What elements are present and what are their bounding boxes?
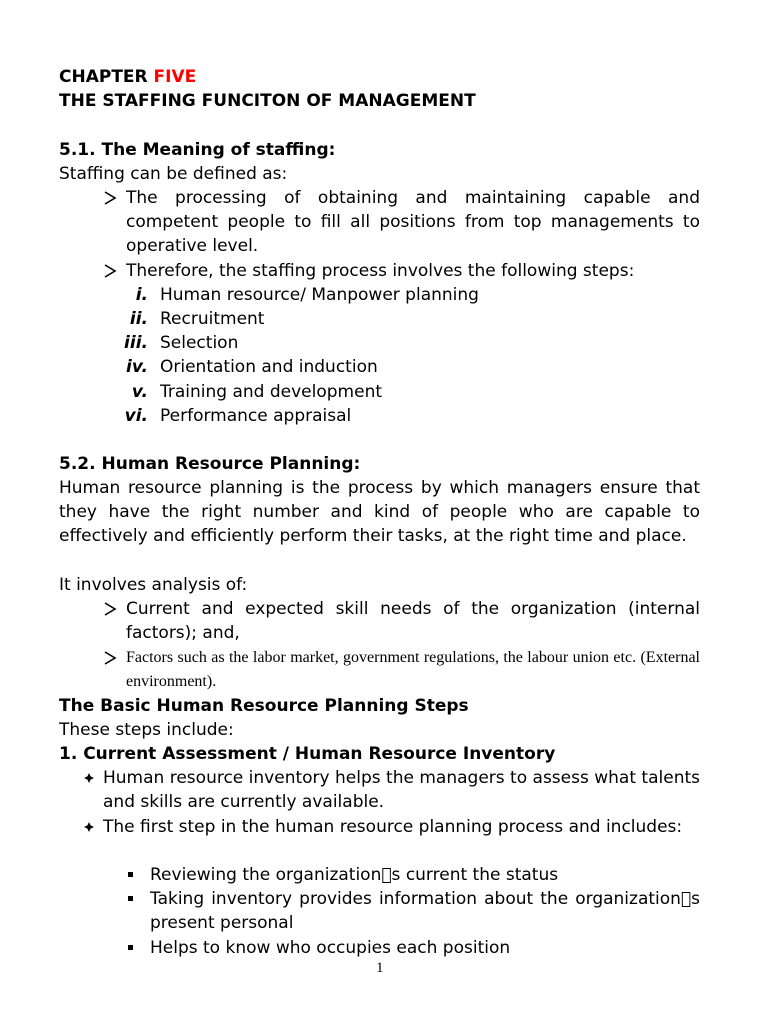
arrow-bullet-icon xyxy=(103,597,117,628)
step-text: Recruitment xyxy=(160,309,265,329)
staffing-steps-intro: Therefore, the staffing process involves the following steps: xyxy=(126,261,635,281)
step-text: Training and development xyxy=(160,382,383,402)
step-number: iv. xyxy=(126,357,148,377)
chapter-heading xyxy=(59,65,196,89)
square-bullet-icon xyxy=(128,896,133,901)
hrp-definition: Human resource planning is the process by which managers ensure that they have the right number and kind of people who are capable to effectively and efficiently perform their tasks, at the right time and place. xyxy=(59,478,700,546)
step-text: Selection xyxy=(160,333,239,353)
step-number: ii. xyxy=(129,309,148,329)
page-number: 1 xyxy=(376,960,384,976)
chapter-number: FIVE xyxy=(153,67,197,87)
internal-factors: Current and expected skill needs of the organization (internal factors); and, xyxy=(126,599,700,643)
section-5-1-heading: 5.1. The Meaning of staffing: xyxy=(59,140,336,160)
diamond-bullet-icon xyxy=(82,766,96,797)
arrow-bullet-icon xyxy=(103,646,117,677)
sub-bullet-text: Helps to know who occupies each position xyxy=(150,938,511,958)
section-5-2-heading: 5.2. Human Resource Planning: xyxy=(59,454,361,474)
step-number: iii. xyxy=(124,333,148,353)
square-bullet-icon xyxy=(128,872,133,877)
chapter-label: CHAPTER xyxy=(59,67,148,87)
inventory-purpose: Human resource inventory helps the managers to assess what talents and skills are currently available. xyxy=(103,768,700,812)
square-bullet-icon xyxy=(128,945,133,950)
external-factors: Factors such as the labor market, government regulations, the labour union etc. (External environment). xyxy=(126,649,700,690)
arrow-bullet-icon xyxy=(103,186,117,217)
chapter-title: THE STAFFING FUNCITON OF MANAGEMENT xyxy=(59,91,476,111)
sub-bullet-text: Reviewing the organization s current the status xyxy=(150,865,559,885)
step-number: i. xyxy=(135,285,148,305)
step-1-heading: 1. Current Assessment / Human Resource Inventory xyxy=(59,744,556,764)
diamond-bullet-icon xyxy=(82,815,96,846)
step-text: Performance appraisal xyxy=(160,406,352,426)
sub-bullet-text: Taking inventory provides information about the organization s present personal xyxy=(150,889,700,933)
step-number: v. xyxy=(131,382,148,402)
first-step-description: The first step in the human resource planning process and includes: xyxy=(103,817,683,837)
planning-steps-heading: The Basic Human Resource Planning Steps xyxy=(59,696,469,716)
planning-steps-intro: These steps include: xyxy=(59,720,234,740)
staffing-definition: The processing of obtaining and maintaining capable and competent people to fill all positions from top managements to operative level. xyxy=(126,188,700,256)
step-text: Orientation and induction xyxy=(160,357,378,377)
step-text: Human resource/ Manpower planning xyxy=(160,285,479,305)
hrp-analysis-intro: It involves analysis of: xyxy=(59,575,248,595)
step-number: vi. xyxy=(124,406,148,426)
section-5-1-intro: Staffing can be defined as: xyxy=(59,164,288,184)
